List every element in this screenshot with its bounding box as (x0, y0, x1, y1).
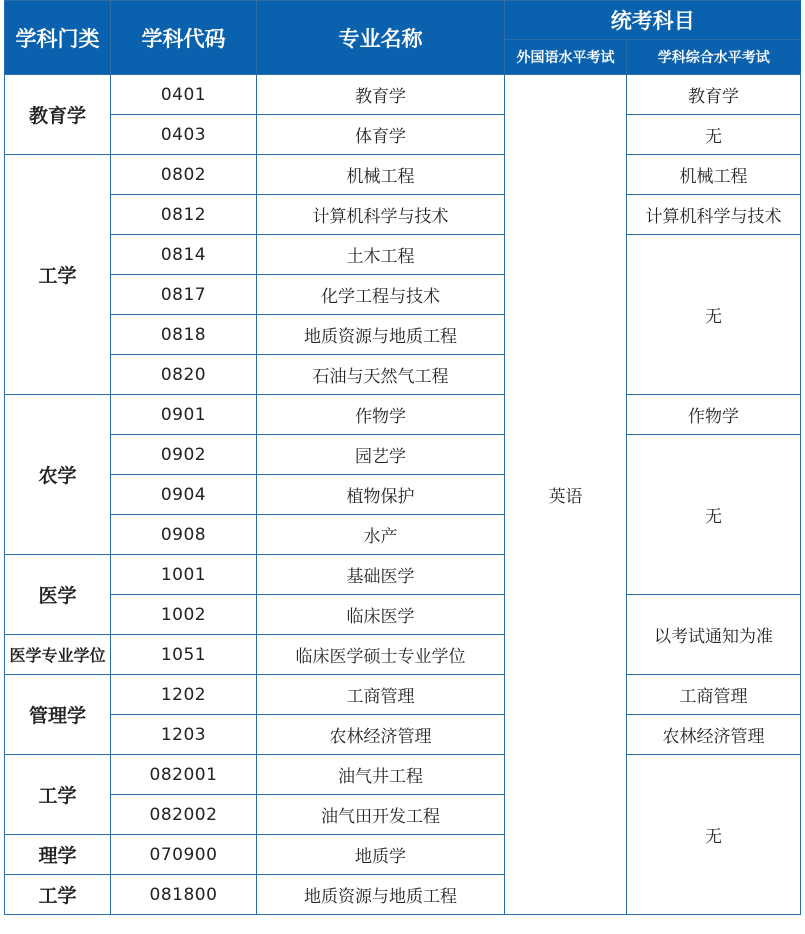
table-row (5, 75, 801, 115)
major-cell: 土木工程 (257, 235, 505, 275)
major-cell: 油气井工程 (257, 755, 505, 795)
comprehensive-cell: 教育学 (627, 75, 801, 115)
major-cell: 机械工程 (257, 155, 505, 195)
major-cell: 石油与天然气工程 (257, 355, 505, 395)
code-cell: 082001 (111, 755, 257, 795)
major-cell: 水产 (257, 515, 505, 555)
header-exam-group: 统考科目 (505, 1, 801, 40)
code-cell: 081800 (111, 875, 257, 915)
comprehensive-cell: 农林经济管理 (627, 715, 801, 755)
major-cell: 农林经济管理 (257, 715, 505, 755)
comprehensive-cell: 计算机科学与技术 (627, 195, 801, 235)
code-cell: 0901 (111, 395, 257, 435)
major-cell: 工商管理 (257, 675, 505, 715)
subject-exam-table (4, 0, 801, 915)
comprehensive-cell: 无 (627, 235, 801, 395)
foreign-language-cell: 英语 (505, 75, 627, 915)
major-cell: 计算机科学与技术 (257, 195, 505, 235)
code-cell: 1002 (111, 595, 257, 635)
code-cell: 1202 (111, 675, 257, 715)
code-cell: 0802 (111, 155, 257, 195)
code-cell: 1203 (111, 715, 257, 755)
code-cell: 0902 (111, 435, 257, 475)
category-cell: 工学 (5, 875, 111, 915)
code-cell: 0401 (111, 75, 257, 115)
code-cell: 0403 (111, 115, 257, 155)
major-cell: 油气田开发工程 (257, 795, 505, 835)
category-cell: 工学 (5, 155, 111, 395)
table-row (5, 395, 801, 435)
category-cell: 理学 (5, 835, 111, 875)
major-cell: 体育学 (257, 115, 505, 155)
code-cell: 0812 (111, 195, 257, 235)
comprehensive-cell: 作物学 (627, 395, 801, 435)
category-cell: 工学 (5, 755, 111, 835)
major-cell: 化学工程与技术 (257, 275, 505, 315)
code-cell: 0904 (111, 475, 257, 515)
code-cell: 0817 (111, 275, 257, 315)
major-cell: 临床医学硕士专业学位 (257, 635, 505, 675)
table-row (5, 115, 801, 155)
header-category: 学科门类 (5, 1, 111, 75)
code-cell: 070900 (111, 835, 257, 875)
major-cell: 作物学 (257, 395, 505, 435)
table-row (5, 235, 801, 275)
major-cell: 地质资源与地质工程 (257, 315, 505, 355)
major-cell: 基础医学 (257, 555, 505, 595)
major-cell: 地质学 (257, 835, 505, 875)
table-row (5, 155, 801, 195)
table-row (5, 675, 801, 715)
major-cell: 园艺学 (257, 435, 505, 475)
comprehensive-cell: 无 (627, 115, 801, 155)
code-cell: 0814 (111, 235, 257, 275)
table-row (5, 195, 801, 235)
comprehensive-cell: 以考试通知为准 (627, 595, 801, 675)
header-code: 学科代码 (111, 1, 257, 75)
table-row (5, 715, 801, 755)
code-cell: 1051 (111, 635, 257, 675)
table-row (5, 755, 801, 795)
comprehensive-cell: 工商管理 (627, 675, 801, 715)
comprehensive-cell: 机械工程 (627, 155, 801, 195)
code-cell: 0908 (111, 515, 257, 555)
category-cell: 医学 (5, 555, 111, 635)
major-cell: 地质资源与地质工程 (257, 875, 505, 915)
major-cell: 教育学 (257, 75, 505, 115)
header-comprehensive: 学科综合水平考试 (627, 40, 801, 75)
code-cell: 0818 (111, 315, 257, 355)
code-cell: 1001 (111, 555, 257, 595)
category-cell: 管理学 (5, 675, 111, 755)
header-major: 专业名称 (257, 1, 505, 75)
category-cell: 农学 (5, 395, 111, 555)
comprehensive-cell: 无 (627, 755, 801, 915)
table-row (5, 435, 801, 475)
code-cell: 0820 (111, 355, 257, 395)
header-foreign-language: 外国语水平考试 (505, 40, 627, 75)
table-row (5, 595, 801, 635)
category-cell: 医学专业学位 (5, 635, 111, 675)
major-cell: 临床医学 (257, 595, 505, 635)
code-cell: 082002 (111, 795, 257, 835)
category-cell: 教育学 (5, 75, 111, 155)
major-cell: 植物保护 (257, 475, 505, 515)
comprehensive-cell: 无 (627, 435, 801, 595)
